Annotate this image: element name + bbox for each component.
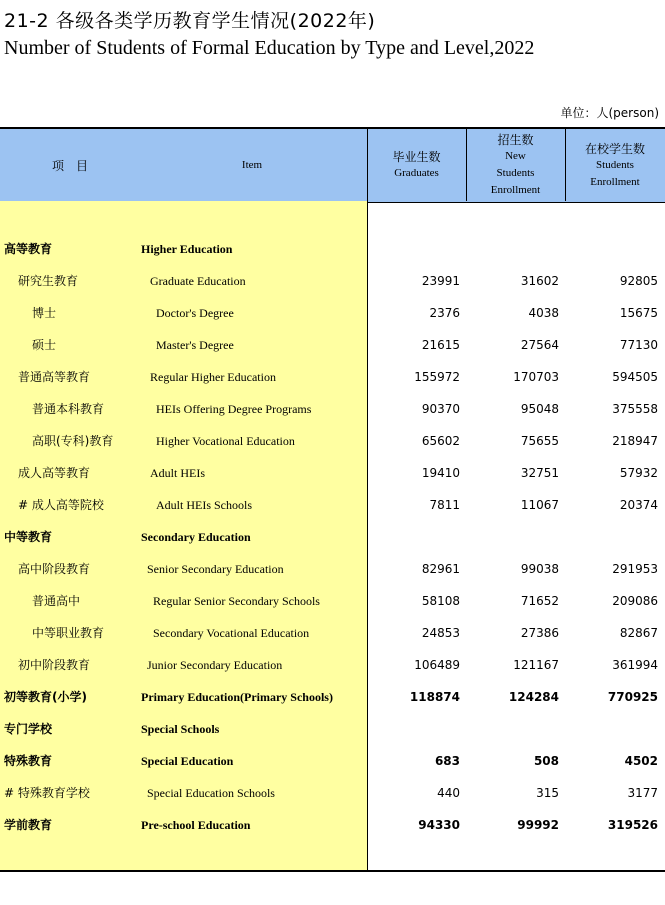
graduates-value: 82961 bbox=[421, 562, 460, 576]
graduates-value: 155972 bbox=[414, 370, 460, 384]
graduates-value: 7811 bbox=[429, 498, 460, 512]
row-label-cn: 初等教育(小学) bbox=[4, 690, 87, 704]
table-row bbox=[0, 681, 665, 713]
table-row bbox=[0, 777, 665, 809]
students-enrollment-value: 77130 bbox=[619, 338, 658, 352]
unit-label: 单位：人(person) bbox=[560, 106, 659, 120]
row-label-cn: 成人高等教育 bbox=[18, 466, 91, 480]
new-enrollment-value: 121167 bbox=[513, 658, 559, 672]
table-bottom-border bbox=[0, 870, 665, 872]
students-enrollment-value: 57932 bbox=[619, 466, 658, 480]
row-label-cn: 学前教育 bbox=[4, 818, 53, 832]
graduates-value: 90370 bbox=[421, 402, 460, 416]
new-enrollment-value: 27386 bbox=[520, 626, 559, 640]
row-label-cn: # 成人高等院校 bbox=[18, 498, 104, 512]
new-enrollment-value: 27564 bbox=[520, 338, 559, 352]
header-item-cn: 项 目 bbox=[51, 158, 88, 173]
header-enrol-en-2: Enrollment bbox=[590, 175, 640, 188]
students-enrollment-value: 291953 bbox=[612, 562, 658, 576]
new-enrollment-value: 124284 bbox=[508, 690, 559, 704]
header-graduates-cn: 毕业生数 bbox=[392, 150, 441, 164]
page-subtitle: Number of Students of Formal Education by Type and Level,2022 bbox=[4, 37, 535, 59]
row-label-cn: 硕士 bbox=[32, 338, 57, 352]
row-label-cn: 高等教育 bbox=[4, 242, 53, 256]
header-new-en-1: New bbox=[505, 150, 526, 162]
students-enrollment-value: 20374 bbox=[619, 498, 658, 512]
table-row bbox=[0, 809, 665, 841]
new-enrollment-value: 4038 bbox=[528, 306, 559, 320]
table-row bbox=[0, 361, 665, 393]
header-enrol-cn: 在校学生数 bbox=[584, 141, 645, 156]
students-enrollment-value: 3177 bbox=[627, 786, 658, 800]
table-row bbox=[0, 457, 665, 489]
students-enrollment-value: 218947 bbox=[612, 434, 658, 448]
students-enrollment-value: 375558 bbox=[612, 402, 658, 416]
column-divider bbox=[466, 127, 467, 201]
new-enrollment-value: 170703 bbox=[513, 370, 559, 384]
header-graduates bbox=[367, 129, 466, 202]
students-enrollment-value: 82867 bbox=[619, 626, 658, 640]
students-enrollment-value: 92805 bbox=[619, 274, 658, 288]
table-row bbox=[0, 297, 665, 329]
graduates-value: 23991 bbox=[421, 274, 460, 288]
graduates-value: 21615 bbox=[421, 338, 460, 352]
header-new-cn: 招生数 bbox=[497, 133, 534, 147]
row-label-cn: 中等教育 bbox=[4, 530, 53, 544]
column-divider bbox=[565, 127, 566, 201]
row-label-en: Master's Degree bbox=[156, 338, 234, 352]
graduates-value: 65602 bbox=[421, 434, 460, 448]
table-row bbox=[0, 265, 665, 297]
table-row bbox=[0, 425, 665, 457]
graduates-value: 683 bbox=[434, 754, 460, 768]
students-enrollment-value: 319526 bbox=[607, 818, 658, 832]
students-enrollment-value: 15675 bbox=[619, 306, 658, 320]
graduates-value: 2376 bbox=[429, 306, 460, 320]
new-enrollment-value: 315 bbox=[536, 786, 559, 800]
page-title: 21-2 各级各类学历教育学生情况(2022年) bbox=[4, 10, 376, 32]
row-label-cn: 中等职业教育 bbox=[32, 626, 105, 640]
graduates-value: 106489 bbox=[414, 658, 460, 672]
table-row bbox=[0, 585, 665, 617]
table-row bbox=[0, 233, 665, 265]
row-label-en: Special Education bbox=[141, 754, 234, 768]
new-enrollment-value: 95048 bbox=[520, 402, 559, 416]
row-label-en: Adult HEIs bbox=[150, 466, 205, 480]
header-graduates-en: Graduates bbox=[394, 167, 439, 179]
header-students-enrollment bbox=[565, 129, 665, 202]
row-label-en: Graduate Education bbox=[150, 274, 246, 288]
row-label-cn: 专门学校 bbox=[4, 722, 53, 736]
table-row bbox=[0, 489, 665, 521]
new-enrollment-value: 99038 bbox=[520, 562, 559, 576]
row-label-cn: 普通高中 bbox=[32, 594, 81, 608]
row-label-cn: 普通高等教育 bbox=[18, 370, 91, 384]
row-label-cn: 高职(专科)教育 bbox=[32, 434, 114, 448]
header-new-enrollment bbox=[466, 129, 565, 202]
row-label-cn: 初中阶段教育 bbox=[18, 658, 91, 672]
row-label-en: Higher Vocational Education bbox=[156, 434, 295, 448]
row-label-en: Higher Education bbox=[141, 242, 233, 256]
graduates-value: 118874 bbox=[409, 690, 460, 704]
graduates-value: 24853 bbox=[421, 626, 460, 640]
new-enrollment-value: 31602 bbox=[520, 274, 559, 288]
header-item-en-cell bbox=[212, 129, 292, 202]
new-enrollment-value: 71652 bbox=[520, 594, 559, 608]
row-label-cn: 高中阶段教育 bbox=[18, 562, 91, 576]
students-enrollment-value: 770925 bbox=[607, 690, 658, 704]
new-enrollment-value: 75655 bbox=[520, 434, 559, 448]
row-label-en: Primary Education(Primary Schools) bbox=[141, 690, 333, 704]
new-enrollment-value: 32751 bbox=[520, 466, 559, 480]
row-label-en: Senior Secondary Education bbox=[147, 562, 284, 576]
row-label-en: Special Education Schools bbox=[147, 786, 275, 800]
table-row bbox=[0, 553, 665, 585]
row-label-cn: # 特殊教育学校 bbox=[4, 786, 90, 800]
graduates-value: 58108 bbox=[421, 594, 460, 608]
header-new-en-3: Enrollment bbox=[490, 184, 541, 196]
row-label-en: HEIs Offering Degree Programs bbox=[156, 402, 312, 416]
table-row bbox=[0, 713, 665, 745]
graduates-value: 94330 bbox=[418, 818, 460, 832]
row-label-en: Junior Secondary Education bbox=[147, 658, 283, 672]
table-row bbox=[0, 745, 665, 777]
row-label-en: Secondary Vocational Education bbox=[153, 626, 310, 640]
students-enrollment-value: 4502 bbox=[624, 754, 658, 768]
header-item-en: Item bbox=[241, 159, 263, 171]
students-enrollment-value: 209086 bbox=[612, 594, 658, 608]
row-label-en: Special Schools bbox=[141, 722, 220, 736]
new-enrollment-value: 11067 bbox=[520, 498, 559, 512]
table-row bbox=[0, 329, 665, 361]
row-label-cn: 研究生教育 bbox=[18, 274, 79, 288]
row-label-cn: 特殊教育 bbox=[4, 754, 53, 768]
table-row bbox=[0, 649, 665, 681]
row-label-en: Doctor's Degree bbox=[156, 306, 234, 320]
students-enrollment-value: 594505 bbox=[612, 370, 658, 384]
new-enrollment-value: 508 bbox=[533, 754, 559, 768]
header-item-cn-cell bbox=[30, 129, 110, 202]
row-label-en: Regular Senior Secondary Schools bbox=[153, 594, 320, 608]
row-label-en: Secondary Education bbox=[141, 530, 251, 544]
new-enrollment-value: 99992 bbox=[517, 818, 559, 832]
row-label-cn: 普通本科教育 bbox=[32, 402, 105, 416]
students-enrollment-value: 361994 bbox=[612, 658, 658, 672]
graduates-value: 440 bbox=[437, 786, 460, 800]
row-label-en: Pre-school Education bbox=[141, 818, 251, 832]
table-row bbox=[0, 617, 665, 649]
header-new-en-2: Students bbox=[496, 167, 535, 179]
row-label-cn: 博士 bbox=[32, 306, 57, 320]
table-row bbox=[0, 521, 665, 553]
table-row bbox=[0, 393, 665, 425]
row-label-en: Regular Higher Education bbox=[150, 370, 276, 384]
row-label-en: Adult HEIs Schools bbox=[156, 498, 252, 512]
header-enrol-en-1: Students bbox=[596, 158, 634, 171]
graduates-value: 19410 bbox=[421, 466, 460, 480]
